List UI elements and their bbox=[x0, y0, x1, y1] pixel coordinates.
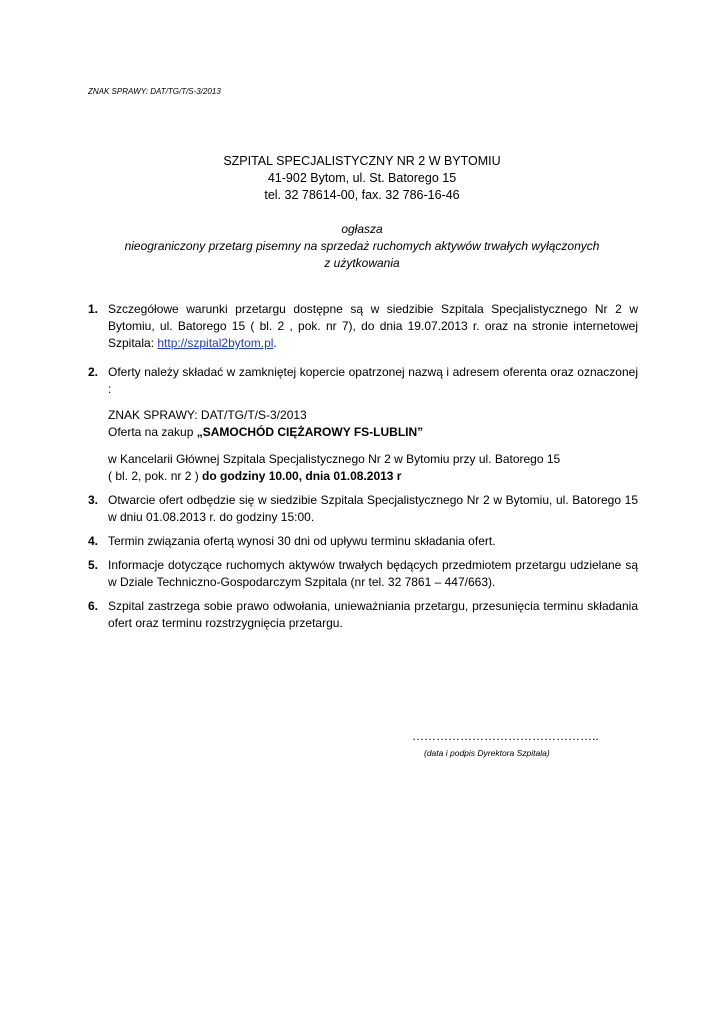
list-item-text bbox=[108, 301, 638, 352]
announcement-subject: nieograniczony przetarg pisemny na sprzedaż ruchomych aktywów trwałych wyłączonych bbox=[124, 239, 600, 253]
submission-deadline-line bbox=[108, 468, 638, 485]
hospital-header bbox=[0, 153, 724, 204]
submission-place-line: w Kancelarii Głównej Szpitala Specjalistycznego Nr 2 w Bytomiu przy ul. Batorego 15 bbox=[108, 452, 561, 466]
list-item-text: Otwarcie ofert odbędzie się w siedzibie Szpitala Specjalistycznego Nr 2 w Bytomiu, ul. Batorego 15 w dniu 01.08.2013 r. do godziny 15:00. bbox=[108, 493, 638, 524]
list-item-number: 1. bbox=[88, 302, 99, 316]
list-item-text: Szpital zastrzega sobie prawo odwołania, unieważniania przetargu, przesunięcia terminu składania ofert oraz terminu rozstrzygnięcia przetargu. bbox=[108, 599, 638, 630]
case-number: ZNAK SPRAWY: DAT/TG/T/S-3/2013 bbox=[88, 87, 221, 96]
item-text-part: . bbox=[273, 336, 277, 350]
signature-caption: (data i podpis Dyrektora Szpitala) bbox=[424, 748, 550, 758]
list-item bbox=[88, 492, 638, 526]
list-item-text: Oferty należy składać w zamkniętej kopercie opatrzonej nazwą i adresem oferenta oraz oznaczonej : bbox=[108, 365, 638, 396]
list-item-number: 2. bbox=[88, 365, 99, 379]
list-item bbox=[88, 364, 638, 485]
list-item-number: 6. bbox=[88, 599, 99, 613]
terms-list bbox=[88, 301, 638, 639]
submission-place bbox=[108, 451, 638, 485]
list-item bbox=[88, 301, 638, 352]
submission-deadline: do godziny 10.00, dnia 01.08.2013 r bbox=[202, 469, 402, 483]
list-item bbox=[88, 533, 638, 550]
list-item-text: Termin związania ofertą wynosi 30 dni od upływu terminu składania ofert. bbox=[108, 534, 496, 548]
list-item-number: 3. bbox=[88, 493, 99, 507]
envelope-case-number: ZNAK SPRAWY: DAT/TG/T/S-3/2013 bbox=[108, 408, 307, 422]
hospital-name: SZPITAL SPECJALISTYCZNY NR 2 W BYTOMIU bbox=[223, 154, 501, 168]
item-text-part: Szczegółowe warunki przetargu dostępne są w siedzibie Szpitala Specjalistycznego Nr 2 w Bytomiu, ul. Batorego 15 ( bl. 2 , pok. nr 7), do dnia 19.07.2013 r. oraz na stronie internetowej Szpitala: bbox=[108, 302, 638, 350]
offer-subject: „SAMOCHÓD CIĘŻAROWY FS-LUBLIN” bbox=[196, 425, 424, 439]
envelope-marking bbox=[108, 407, 638, 441]
submission-room: ( bl. 2, pok. nr 2 ) bbox=[108, 469, 203, 483]
list-item bbox=[88, 598, 638, 632]
hospital-website-link[interactable]: http://szpital2bytom.pl bbox=[157, 336, 274, 350]
hospital-contact: tel. 32 78614-00, fax. 32 786-16-46 bbox=[264, 188, 460, 202]
list-item bbox=[88, 557, 638, 591]
announcement-verb: ogłasza bbox=[341, 222, 383, 236]
list-item-number: 4. bbox=[88, 534, 99, 548]
list-item-number: 5. bbox=[88, 558, 99, 572]
announcement-subject-cont: z użytkowania bbox=[324, 256, 400, 270]
list-item-text: Informacje dotyczące ruchomych aktywów trwałych będących przedmiotem przetargu udzielane są w Dziale Techniczno-Gospodarczym Szpitala (nr tel. 32 7861 – 447/663). bbox=[108, 558, 638, 589]
announcement bbox=[80, 221, 644, 272]
offer-prefix: Oferta na zakup bbox=[108, 425, 197, 439]
hospital-address: 41-902 Bytom, ul. St. Batorego 15 bbox=[267, 171, 457, 185]
envelope-offer-title bbox=[108, 424, 638, 441]
signature-line: ……………………………………….. bbox=[412, 729, 599, 743]
